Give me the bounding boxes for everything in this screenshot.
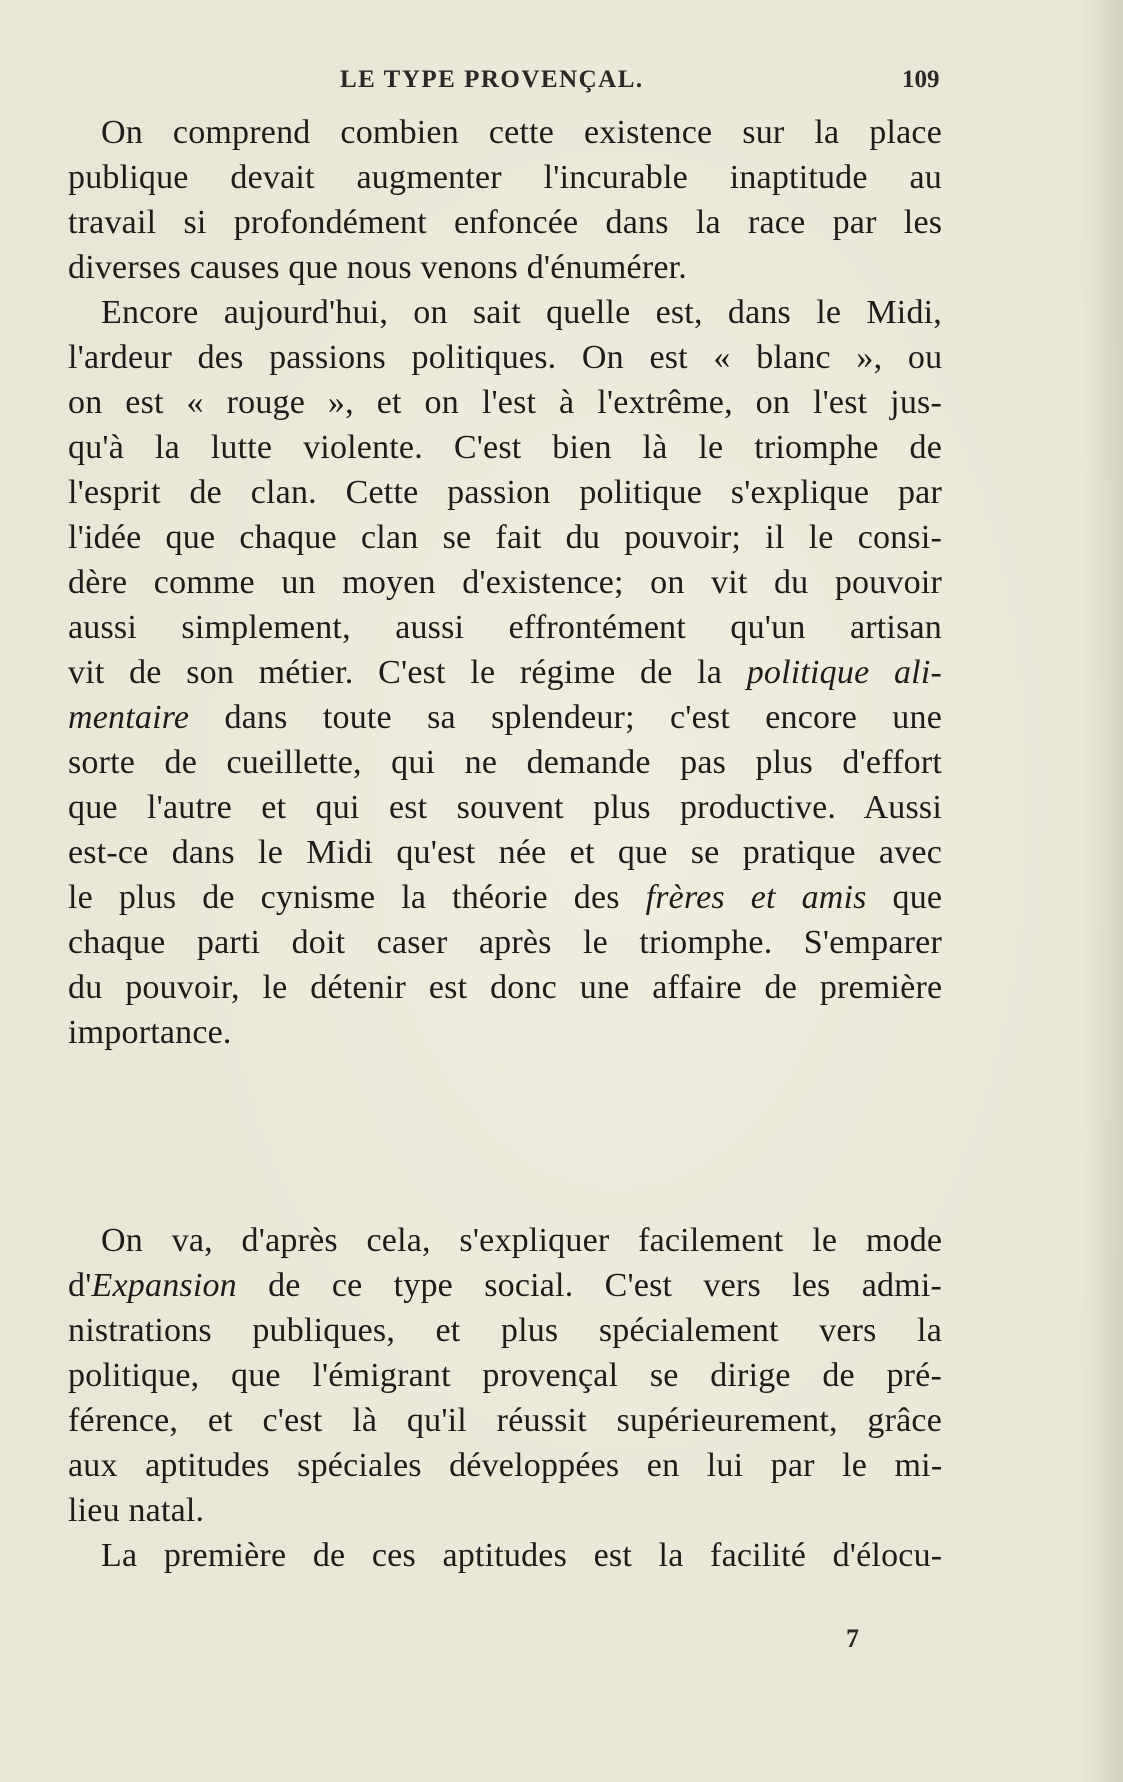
text-line bbox=[101, 113, 942, 153]
line-text: vit de son métier. C'est le régime de la bbox=[68, 654, 747, 691]
line-text: importance. bbox=[68, 1014, 232, 1051]
line-text: l'esprit de clan. Cette passion politique s'explique par bbox=[68, 474, 942, 511]
page-edge-shadow bbox=[1083, 0, 1123, 1782]
line-text: publique devait augmenter l'incurable inaptitude au bbox=[68, 159, 942, 196]
line-text: que l'autre et qui est souvent plus productive. Aussi bbox=[68, 789, 942, 826]
text-line bbox=[68, 923, 942, 963]
line-text: nistrations publiques, et plus spécialement vers la bbox=[68, 1312, 942, 1349]
line-text: On va, d'après cela, s'expliquer facilement le mode bbox=[101, 1222, 943, 1259]
text-line bbox=[68, 428, 942, 468]
text-line bbox=[68, 203, 942, 243]
running-head: LE TYPE PROVENÇAL. bbox=[340, 66, 644, 93]
text-line bbox=[68, 1401, 942, 1441]
line-text: sorte de cueillette, qui ne demande pas plus d'effort bbox=[68, 744, 942, 781]
text-line bbox=[68, 518, 942, 558]
text-line bbox=[68, 383, 942, 423]
text-line bbox=[101, 1221, 942, 1261]
text-line bbox=[68, 788, 942, 828]
line-text: chaque parti doit caser après le triomphe. S'emparer bbox=[68, 924, 942, 961]
text-line bbox=[101, 293, 942, 333]
text-line bbox=[68, 1311, 942, 1351]
line-text: férence, et c'est là qu'il réussit supérieurement, grâce bbox=[68, 1402, 942, 1439]
line-text: l'idée que chaque clan se fait du pouvoir; il le consi- bbox=[68, 519, 942, 556]
line-text: diverses causes que nous venons d'énumérer. bbox=[68, 249, 688, 286]
line-text: Encore aujourd'hui, on sait quelle est, dans le Midi, bbox=[101, 294, 942, 331]
line-text: le plus de cynisme la théorie des bbox=[68, 879, 646, 916]
text-line bbox=[68, 878, 942, 918]
text-line bbox=[68, 1013, 232, 1053]
text-line bbox=[68, 158, 942, 198]
italic-phrase: mentaire bbox=[68, 699, 190, 736]
line-text: La première de ces aptitudes est la facilité d'élocu- bbox=[101, 1537, 943, 1574]
line-text: qu'à la lutte violente. C'est bien là le triomphe de bbox=[68, 429, 942, 466]
line-text: On comprend combien cette existence sur la place bbox=[101, 114, 942, 151]
line-text: lieu natal. bbox=[68, 1492, 205, 1529]
line-text: de ce type social. C'est vers les admi- bbox=[236, 1267, 942, 1304]
italic-phrase: politique ali- bbox=[746, 654, 942, 691]
text-line bbox=[68, 1356, 942, 1396]
text-line bbox=[68, 1446, 942, 1486]
line-text: est-ce dans le Midi qu'est née et que se pratique avec bbox=[68, 834, 942, 871]
line-text: travail si profondément enfoncée dans la race par les bbox=[68, 204, 943, 241]
signature-mark: 7 bbox=[846, 1624, 859, 1653]
text-line bbox=[101, 1536, 942, 1576]
line-text: politique, que l'émigrant provençal se dirige de pré- bbox=[68, 1357, 942, 1394]
line-text: que bbox=[866, 879, 943, 916]
text-line bbox=[68, 743, 942, 783]
line-text: aux aptitudes spéciales développées en lui par le mi- bbox=[68, 1447, 943, 1484]
text-line bbox=[68, 833, 942, 873]
text-line bbox=[68, 1266, 942, 1306]
line-text: du pouvoir, le détenir est donc une affaire de première bbox=[68, 969, 943, 1006]
line-text: aussi simplement, aussi effrontément qu'un artisan bbox=[68, 609, 942, 646]
text-line bbox=[68, 653, 942, 693]
page-number: 109 bbox=[902, 66, 940, 93]
text-line bbox=[68, 608, 942, 648]
text-line bbox=[68, 698, 942, 738]
line-text: l'ardeur des passions politiques. On est « blanc », ou bbox=[68, 339, 943, 376]
text-line bbox=[68, 563, 942, 603]
line-text: on est « rouge », et on l'est à l'extrême, on l'est jus- bbox=[68, 384, 942, 421]
line-text: d' bbox=[68, 1267, 92, 1304]
line-text: dère comme un moyen d'existence; on vit du pouvoir bbox=[68, 564, 942, 601]
text-line bbox=[68, 473, 942, 513]
text-line bbox=[68, 968, 942, 1008]
line-text: dans toute sa splendeur; c'est encore une bbox=[189, 699, 942, 736]
italic-phrase: Expansion bbox=[91, 1267, 237, 1304]
text-line bbox=[68, 248, 687, 288]
italic-phrase: frères et amis bbox=[645, 879, 867, 916]
text-line bbox=[68, 1491, 204, 1531]
text-line bbox=[68, 338, 942, 378]
